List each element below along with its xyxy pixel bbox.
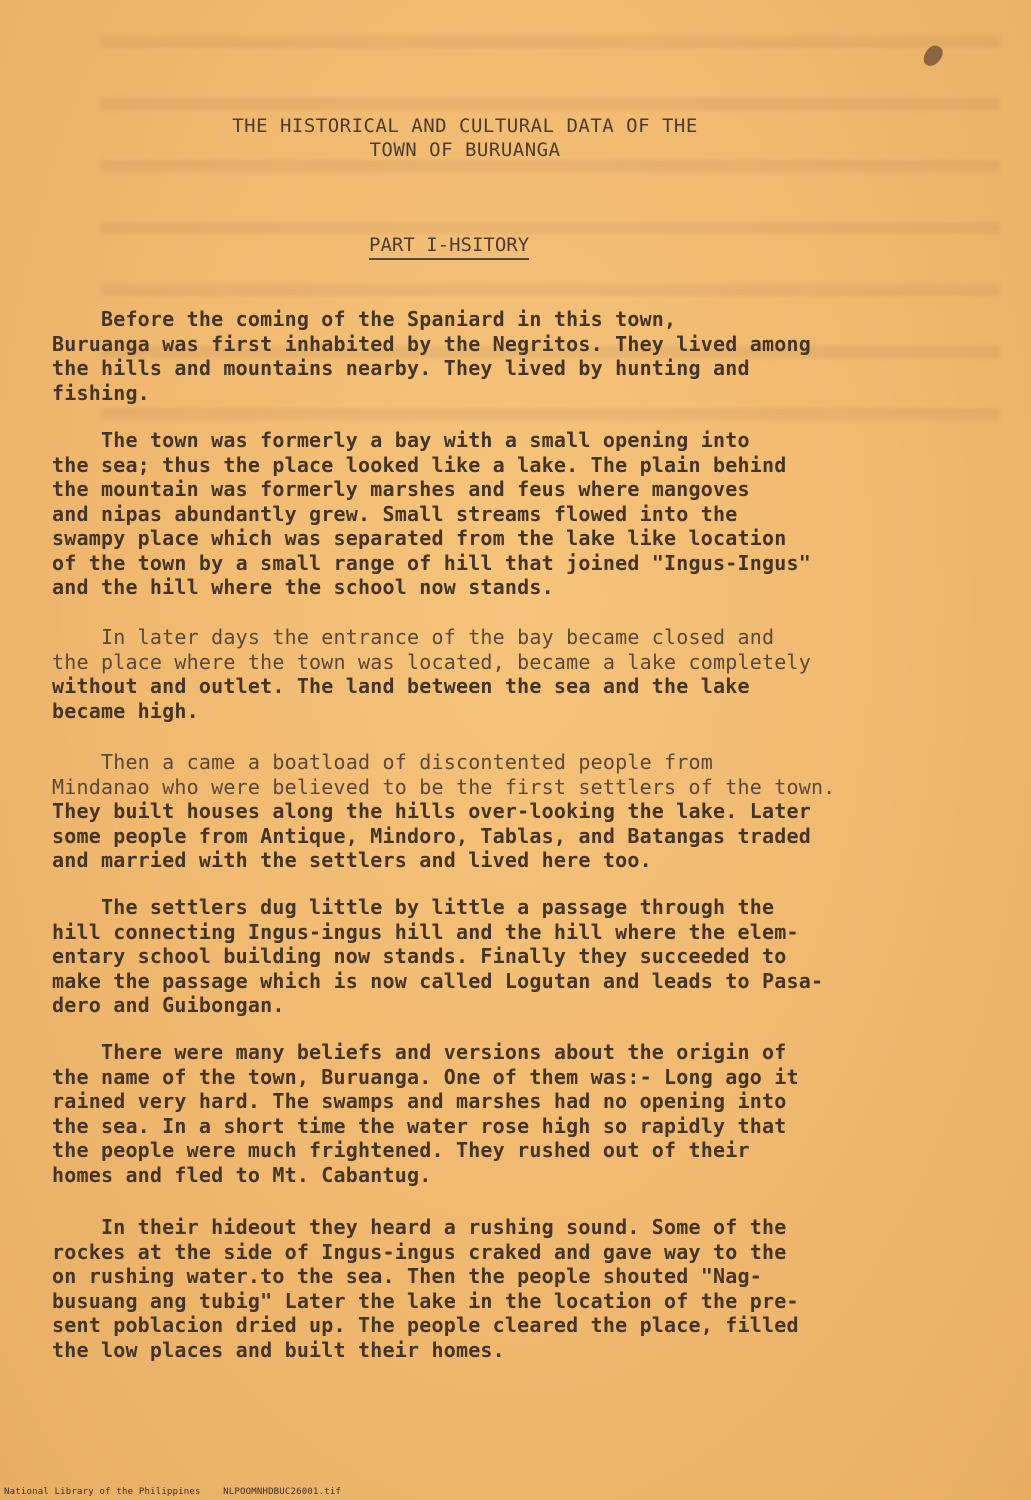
text-line: swampy place which was separated from the lake like location [52, 526, 787, 550]
text-line: the name of the town, Buruanga. One of them was:- Long ago it [52, 1064, 799, 1089]
text-line: became high. [52, 698, 199, 723]
text-line: entary school building now stands. Finally they succeeded to [52, 944, 787, 968]
document-title-line-1: THE HISTORICAL AND CULTURAL DATA OF THE [232, 115, 698, 137]
text-line: the mountain was formerly marshes and feus where mangoves [52, 477, 750, 501]
text-line: the sea; thus the place looked like a lake. The plain behind [52, 452, 787, 477]
text-line: Mindanao who were believed to be the first settlers of the town. [52, 774, 836, 799]
text-line: The settlers dug little by little a passage through the [52, 895, 775, 919]
document-title-line-2: TOWN OF BURUANGA [369, 139, 561, 161]
text-line: the place where the town was located, became a lake completely [52, 649, 811, 674]
text-line: on rushing water.to the sea. Then the people shouted "Nag- [52, 1264, 762, 1288]
text-line: In their hideout they heard a rushing sound. Some of the [52, 1215, 787, 1239]
text-line: and married with the settlers and lived here too. [52, 848, 652, 872]
footer-caption: National Library of the Philippines NLPOOMNHDBUC26001.tif [4, 1487, 342, 1497]
text-line: dero and Guibongan. [52, 993, 285, 1017]
text-line: and the hill where the school now stands. [52, 575, 554, 599]
text-line: rockes at the side of Ingus-ingus craked and gave way to the [52, 1239, 787, 1264]
text-line: make the passage which is now called Logutan and leads to Pasa- [52, 968, 824, 993]
text-line: Before the coming of the Spaniard in this town, [52, 307, 677, 331]
text-line: some people from Antique, Mindoro, Tablas, and Batangas traded [52, 823, 811, 848]
text-line: In later days the entrance of the bay became closed and [52, 625, 775, 649]
text-line: hill connecting Ingus-ingus hill and the hill where the elem- [52, 919, 799, 944]
text-line: rained very hard. The swamps and marshes had no opening into [52, 1089, 787, 1113]
text-line: the low places and built their homes. [52, 1337, 505, 1362]
text-line: There were many beliefs and versions about the origin of [52, 1040, 787, 1064]
text-line: of the town by a small range of hill that joined "Ingus-Ingus" [52, 550, 811, 575]
text-line: the hills and mountains nearby. They lived by hunting and [52, 356, 750, 380]
text-line: homes and fled to Mt. Cabantug. [52, 1162, 432, 1187]
text-line: Then a came a boatload of discontented people from [52, 750, 714, 774]
text-line: the sea. In a short time the water rose high so rapidly that [52, 1113, 787, 1138]
text-line: They built houses along the hills over-looking the lake. Later [52, 799, 811, 823]
text-line: sent poblacion dried up. The people cleared the place, filled [52, 1313, 799, 1337]
text-line: Buruanga was first inhabited by the Negritos. They lived among [52, 331, 811, 356]
text-line: the people were much frightened. They rushed out of their [52, 1138, 750, 1162]
text-line: fishing. [52, 380, 150, 405]
text-line: and nipas abundantly grew. Small streams flowed into the [52, 501, 738, 526]
text-line: busuang ang tubig" Later the lake in the location of the pre- [52, 1288, 799, 1313]
section-heading: PART I-HSITORY [369, 234, 529, 260]
text-line: without and outlet. The land between the sea and the lake [52, 674, 750, 698]
text-line: The town was formerly a bay with a small opening into [52, 428, 750, 452]
